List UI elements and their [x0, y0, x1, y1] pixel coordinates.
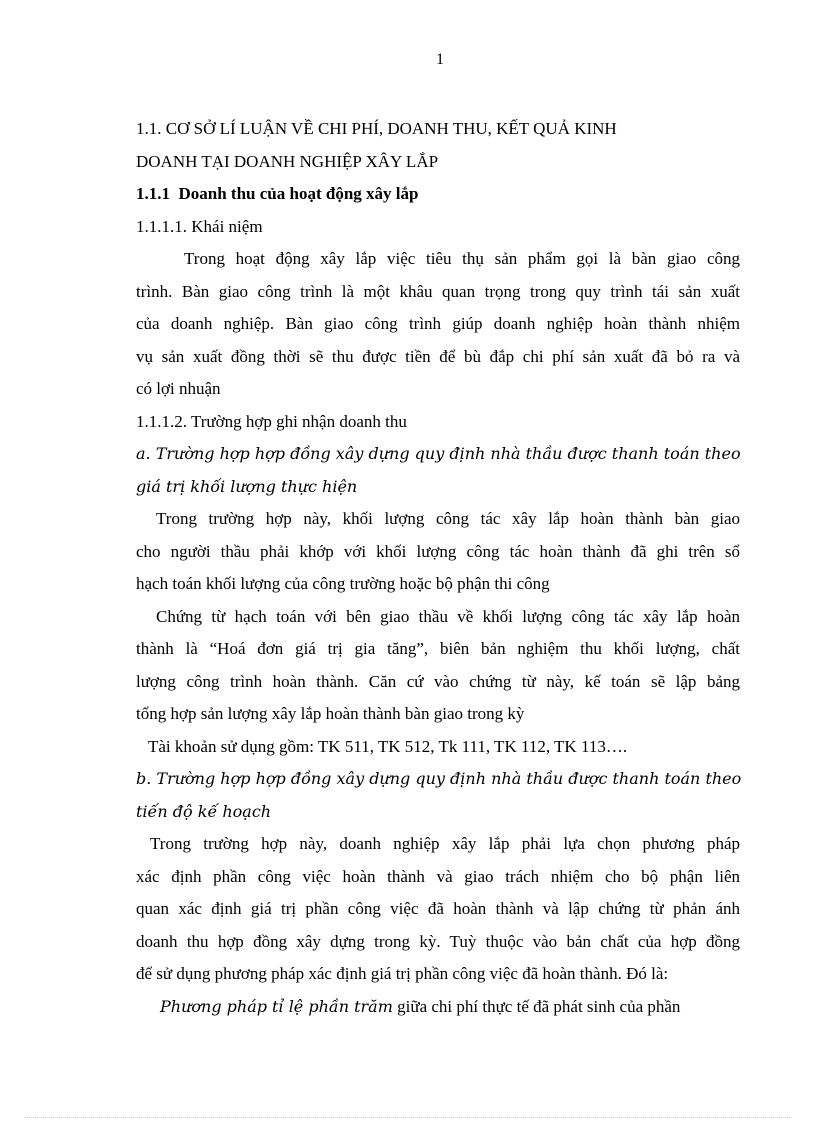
- paragraph-line: lượng công trình hoàn thành. Căn cứ vào chứng từ này, kế toán sẽ lập bảng: [136, 671, 740, 691]
- paragraph-line: vụ sản xuất đồng thời sẽ thu được tiền để bù đắp chi phí sản xuất đã bỏ ra và: [136, 346, 740, 366]
- paragraph-line: trình. Bàn giao công trình là một khâu quan trọng trong quy trình tái sản xuất: [136, 281, 740, 301]
- paragraph-line: doanh thu hợp đồng xây dựng trong kỳ. Tuỳ thuộc vào bản chất của hợp đồng: [136, 931, 740, 951]
- subsection-title-1-1-1-1: 1.1.1.1. Khái niệm: [136, 216, 263, 236]
- section-heading-1-1-1: [136, 178, 740, 211]
- section-title: Doanh thu của hoạt động xây lắp: [178, 184, 419, 203]
- method-name: Phương pháp tỉ lệ phần trăm: [160, 996, 393, 1016]
- page-number: 1: [436, 51, 444, 68]
- page-bottom-divider: [24, 1117, 792, 1118]
- chapter-heading-line-2: DOANH TẠI DOANH NGHIỆP XÂY LẮP: [136, 151, 439, 171]
- paragraph-line: của doanh nghiệp. Bàn giao công trình giúp doanh nghiệp hoàn thành nhiệm: [136, 314, 740, 333]
- paragraph-line: tổng hợp sản lượng xây lắp hoàn thành bàn giao trong kỳ: [136, 704, 525, 723]
- paragraph-line: quan xác định giá trị phần công việc đã hoàn thành và lập chứng từ phản ánh: [136, 899, 740, 918]
- last-line-rest: giữa chi phí thực tế đã phát sinh của phần: [392, 996, 681, 1016]
- document-body: [136, 113, 740, 1023]
- paragraph-line: Trong trường hợp này, khối lượng công tác xây lắp hoàn thành bàn giao: [156, 509, 740, 528]
- case-a-title-line: a. Trường hợp hợp đồng xây dựng quy định nhà thầu được thanh toán theo: [136, 444, 741, 463]
- chapter-heading-line-1: 1.1. CƠ SỞ LÍ LUẬN VỀ CHI PHÍ, DOANH THU, KẾT QUẢ KINH: [136, 119, 617, 138]
- section-number: 1.1.1: [136, 184, 170, 203]
- paragraph-line: để sử dụng phương pháp xác định giá trị phần công việc đã hoàn thành. Đó là:: [136, 964, 669, 983]
- paragraph-line: hạch toán khối lượng của công trường hoặc bộ phận thi công: [136, 574, 550, 593]
- paragraph-line: cho người thầu phải khớp với khối lượng công tác hoàn thành đã ghi trên sổ: [136, 541, 740, 561]
- paragraph-line: thành là “Hoá đơn giá trị gia tăng”, biên bản nghiệm thu khối lượng, chất: [136, 639, 740, 658]
- paragraph-line: Trong trường hợp này, doanh nghiệp xây lắp phải lựa chọn phương pháp: [150, 834, 740, 853]
- case-a-title-line: giá trị khối lượng thực hiện: [136, 476, 358, 496]
- last-paragraph-line: [136, 991, 740, 1024]
- paragraph-line: Trong hoạt động xây lắp việc tiêu thụ sản phẩm gọi là bàn giao công: [184, 249, 740, 268]
- paragraph-line: xác định phần công việc hoàn thành và giao trách nhiệm cho bộ phận liên: [136, 866, 740, 886]
- paragraph-line: Chứng từ hạch toán với bên giao thầu về khối lượng công tác xây lắp hoàn: [156, 606, 740, 626]
- subsection-title-1-1-1-2: 1.1.1.2. Trường hợp ghi nhận doanh thu: [136, 411, 407, 431]
- case-b-title-line: b. Trường hợp hợp đồng xây dựng quy định nhà thầu được thanh toán theo: [136, 769, 742, 788]
- accounts-line: Tài khoản sử dụng gồm: TK 511, TK 512, Tk 111, TK 112, TK 113….: [148, 736, 628, 756]
- case-b-title-line: tiến độ kế hoạch: [136, 801, 272, 821]
- paragraph-line: có lợi nhuận: [136, 379, 221, 398]
